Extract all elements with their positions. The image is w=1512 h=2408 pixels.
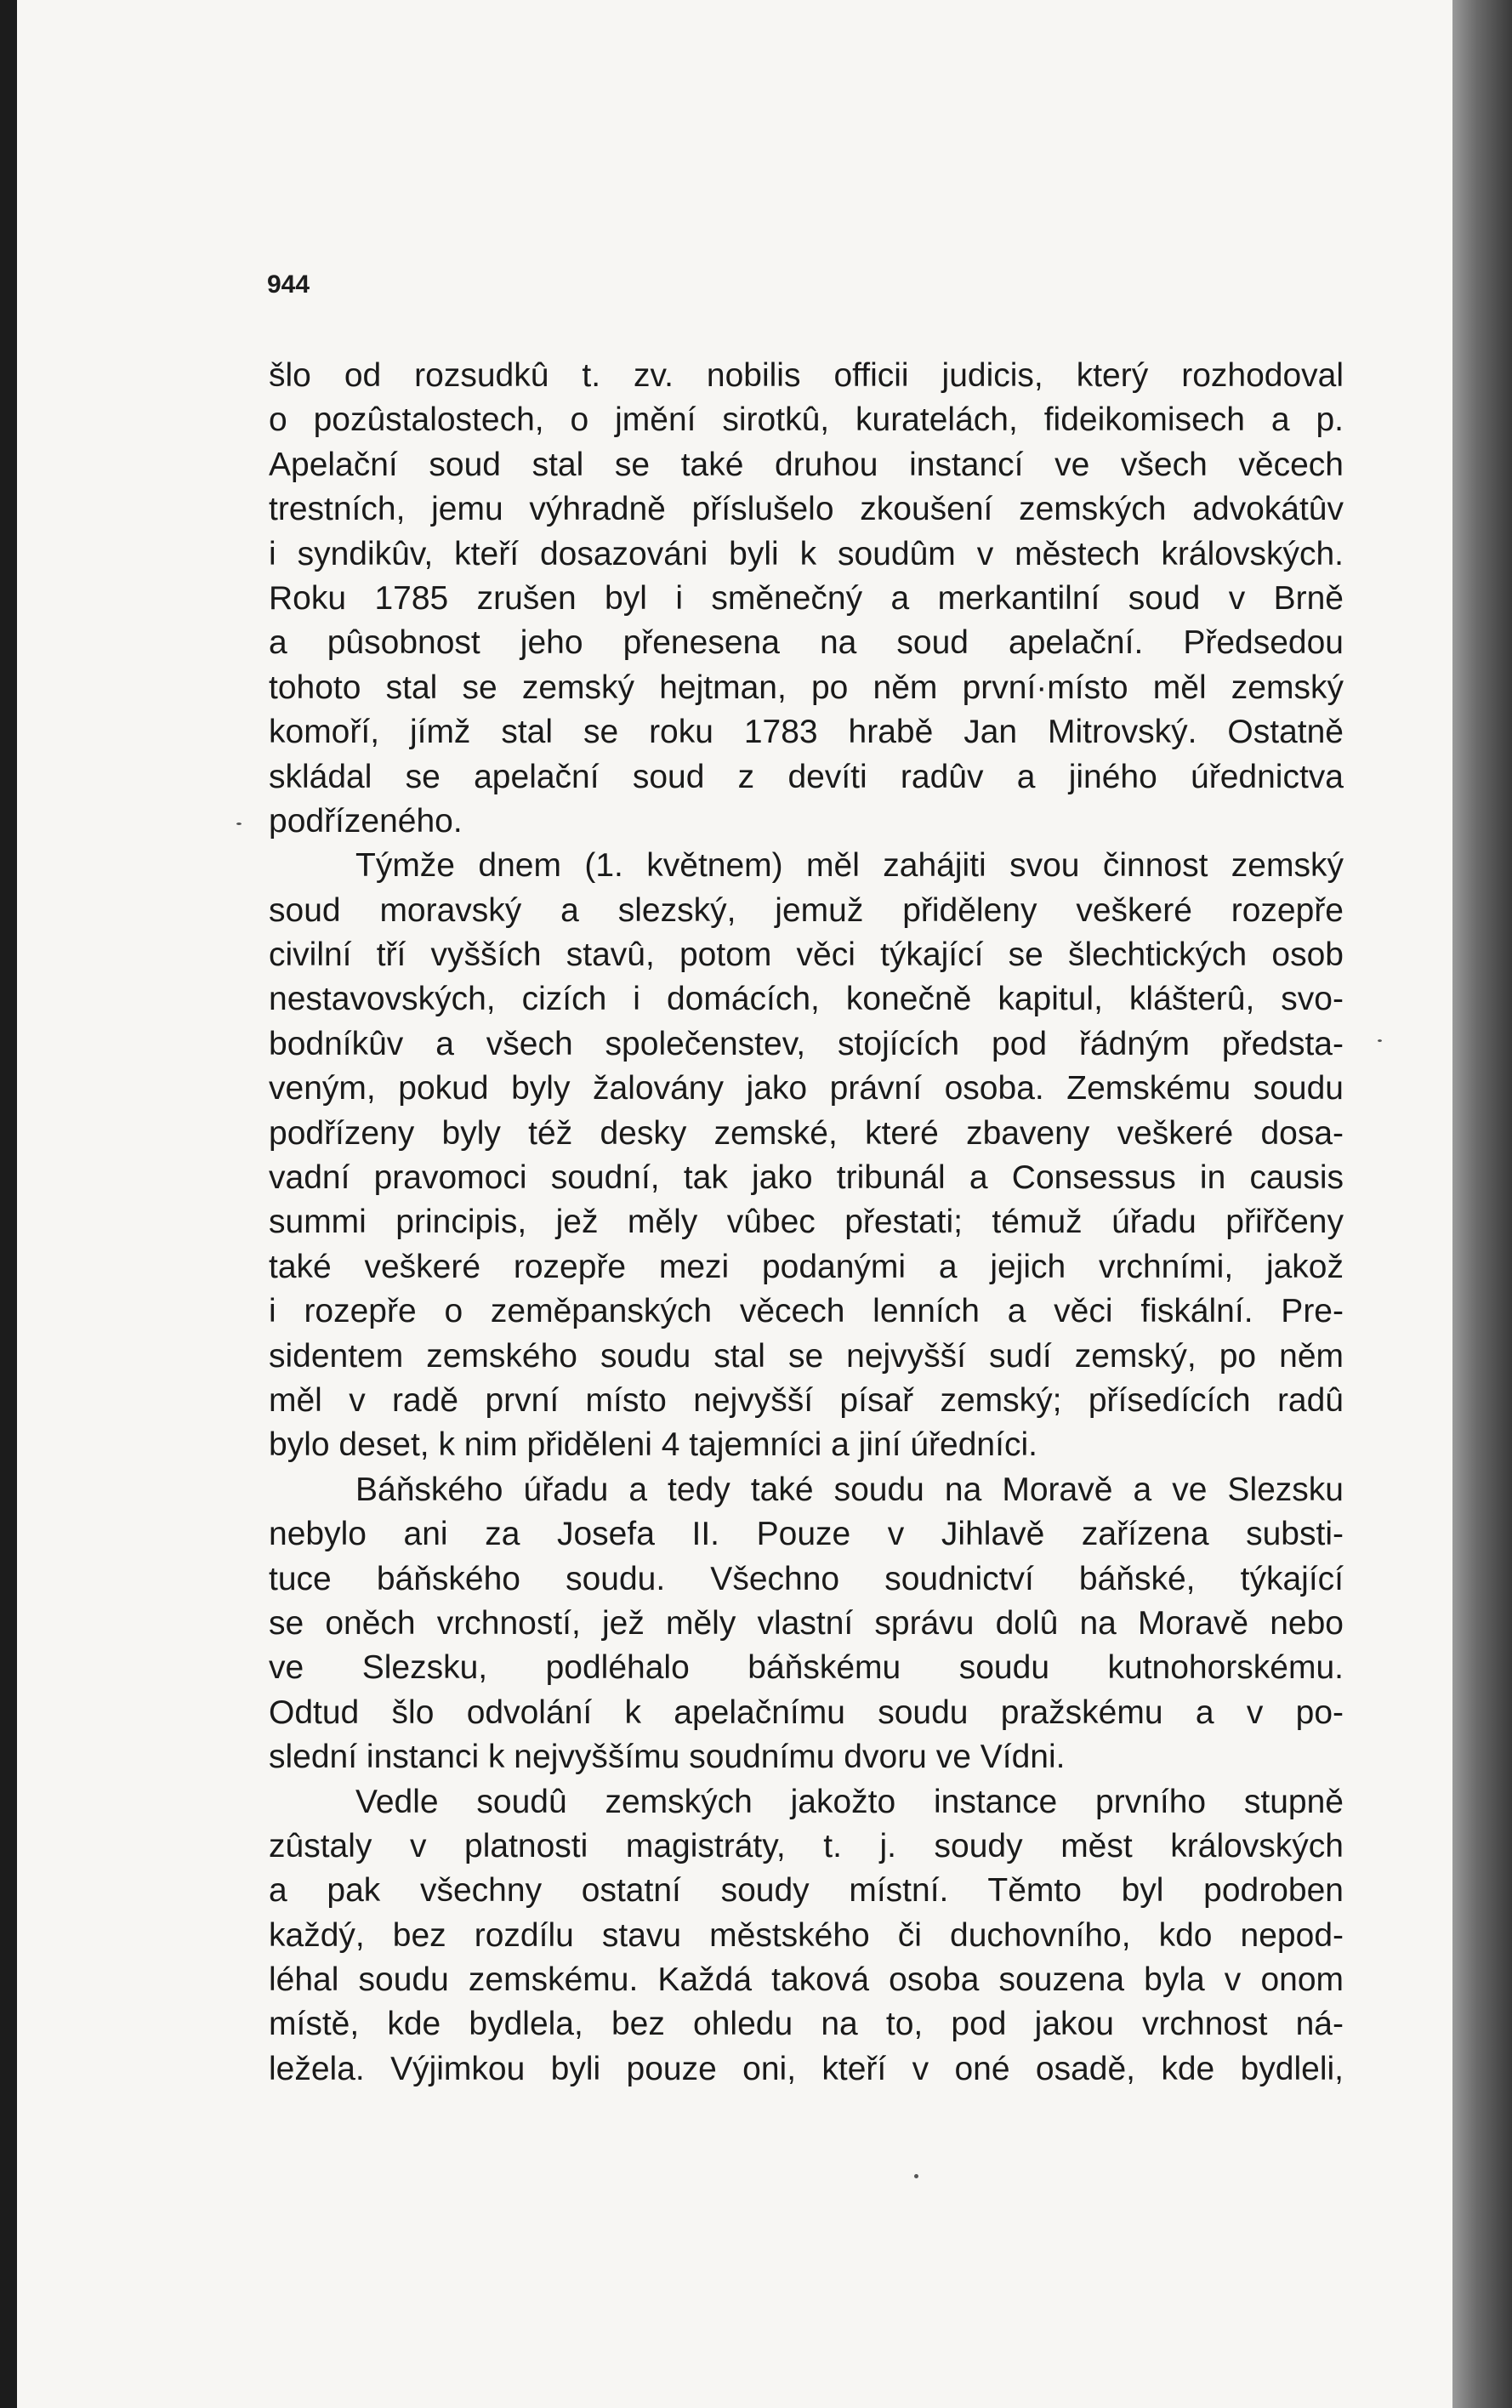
text-line: sidentem zemského soudu stal se nejvyšší sudí zemský, po něm <box>269 1337 1344 1375</box>
text-line: ve Slezsku, podléhalo báňskému soudu kutnohorskému. <box>269 1649 1344 1687</box>
text-line: vadní pravomoci soudní, tak jako tribunál a Consessus in causis <box>269 1159 1344 1197</box>
page-gutter-shadow <box>1452 0 1512 2408</box>
text-line: podřízeny byly též desky zemské, které zbaveny veškeré dosa- <box>269 1114 1344 1152</box>
text-line: bodníkûv a všech společenstev, stojících pod řádným předsta- <box>269 1025 1344 1062</box>
text-line: se oněch vrchností, jež měly vlastní správu dolû na Moravě nebo <box>269 1604 1344 1642</box>
text-line: Vedle soudû zemských jakožto instance prvního stupně <box>355 1783 1344 1820</box>
text-line: i syndikûv, kteří dosazováni byli k soudûm v městech královských. <box>269 535 1344 572</box>
text-line: tohoto stal se zemský hejtman, po něm první·místo měl zemský <box>269 669 1344 706</box>
text-line: místě, kde bydlela, bez ohledu na to, pod jakou vrchnost ná- <box>269 2006 1344 2043</box>
scan-border <box>0 0 17 2408</box>
text-line: i rozepře o zeměpanských věcech lenních a věci fiskální. Pre- <box>269 1293 1344 1330</box>
text-line: Týmže dnem (1. květnem) měl zahájiti svou činnost zemský <box>355 847 1344 885</box>
text-line: slední instanci k nejvyššímu soudnímu dvoru ve Vídni. <box>269 1739 1066 1776</box>
text-line: a pûsobnost jeho přenesena na soud apelační. Předsedou <box>269 624 1344 662</box>
text-line: o pozûstalostech, o jmění sirotkû, kuratelách, fideikomisech a p. <box>269 401 1344 439</box>
text-line: zûstaly v platnosti magistráty, t. j. soudy měst královských <box>269 1827 1344 1864</box>
text-line: měl v radě první místo nejvyšší písař zemský; přísedících radû <box>269 1381 1344 1419</box>
text-line: podřízeného. <box>269 802 463 840</box>
scan-speck <box>914 2174 918 2178</box>
page-number: 944 <box>267 270 310 299</box>
text-line: také veškeré rozepře mezi podanými a jejich vrchními, jakož <box>269 1248 1344 1285</box>
text-line: nebylo ani za Josefa II. Pouze v Jihlavě zařízena substi- <box>269 1516 1344 1553</box>
text-line: každý, bez rozdílu stavu městského či duchovního, kdo nepod- <box>269 1916 1344 1954</box>
text-line: Báňského úřadu a tedy také soudu na Moravě a ve Slezsku <box>355 1471 1344 1508</box>
text-line: bylo deset, k nim přiděleni 4 tajemníci a jiní úředníci. <box>269 1426 1037 1464</box>
text-line: komoří, jímž stal se roku 1783 hrabě Jan Mitrovský. Ostatně <box>269 714 1344 751</box>
text-line: léhal soudu zemskému. Každá taková osoba souzena byla v onom <box>269 1961 1344 1999</box>
text-line: skládal se apelační soud z devíti radûv a jiného úřednictva <box>269 758 1344 795</box>
text-line: civilní tří vyšších stavû, potom věci týkající se šlechtických osob <box>269 936 1344 974</box>
scan-speck <box>236 823 242 825</box>
text-line: šlo od rozsudkû t. zv. nobilis officii judicis, který rozhodoval <box>269 357 1344 394</box>
text-line: ležela. Výjimkou byli pouze oni, kteří v oné osadě, kde bydleli, <box>269 2050 1344 2087</box>
body-text <box>269 354 1344 2092</box>
text-line: tuce báňského soudu. Všechno soudnictví báňské, týkající <box>269 1560 1344 1597</box>
text-line: veným, pokud byly žalovány jako právní osoba. Zemskému soudu <box>269 1070 1344 1107</box>
text-line: Roku 1785 zrušen byl i směnečný a merkantilní soud v Brně <box>269 579 1344 617</box>
text-line: nestavovských, cizích i domácích, konečně kapitul, klášterû, svo- <box>269 981 1344 1018</box>
text-line: summi principis, jež měly vûbec přestati; témuž úřadu přiřčeny <box>269 1204 1344 1241</box>
text-line: Odtud šlo odvolání k apelačnímu soudu pražskému a v po- <box>269 1694 1344 1731</box>
text-line: soud moravský a slezský, jemuž přiděleny veškeré rozepře <box>269 891 1344 929</box>
text-line: a pak všechny ostatní soudy místní. Těmto byl podroben <box>269 1872 1344 1910</box>
text-line: Apelační soud stal se také druhou instancí ve všech věcech <box>269 446 1344 483</box>
scan-speck <box>1378 1039 1382 1042</box>
text-line: trestních, jemu výhradně příslušelo zkoušení zemských advokátûv <box>269 491 1344 528</box>
